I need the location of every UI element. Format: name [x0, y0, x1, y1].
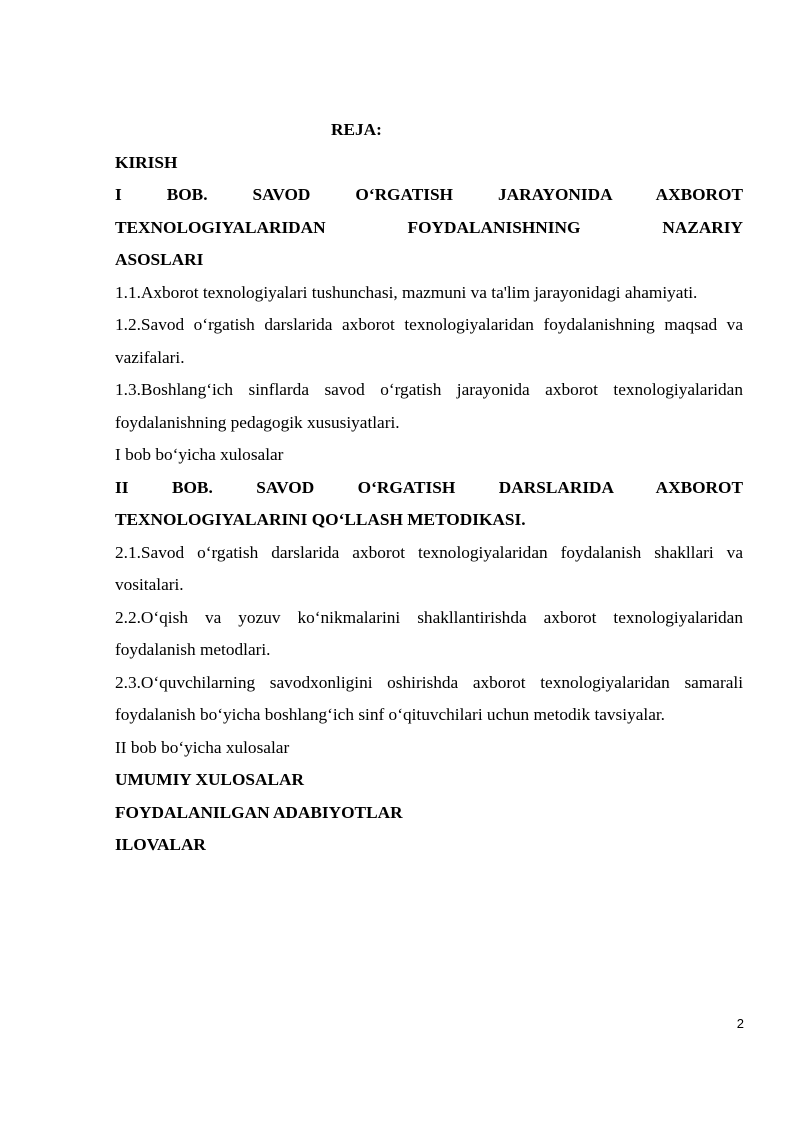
- chapter2-item-3: 2.3.O‘quvchilarning savodxonligini oshirishda axborot texnologiyalaridan samarali foydalanish bo‘yicha boshlang‘ich sinf o‘qituvchilari uchun metodik tavsiyalar.: [115, 672, 743, 724]
- chapter2-heading-line2: TEXNOLOGIYALARINI QO‘LLASH METODIKASI.: [115, 510, 526, 529]
- chapter2-item-2: 2.2.O‘qish va yozuv ko‘nikmalarini shakllantirishda axborot texnologiyalaridan foydalanish metodlari.: [115, 607, 743, 659]
- appendices-heading: ILOVALAR: [115, 835, 206, 854]
- page-number: 2: [736, 1016, 744, 1031]
- chapter2-heading-line1: II BOB. SAVOD O‘RGATISH DARSLARIDA AXBOROT: [115, 477, 743, 497]
- intro-heading: KIRISH: [115, 152, 178, 172]
- table-of-contents: [115, 114, 743, 862]
- chapter2-conclusion: II bob bo‘yicha xulosalar: [115, 737, 290, 757]
- chapter1-heading-line1: I BOB. SAVOD O‘RGATISH JARAYONIDA AXBOROT: [115, 185, 743, 204]
- chapter1-conclusion: I bob bo‘yicha xulosalar: [115, 445, 284, 464]
- chapter1-heading-line2: TEXNOLOGIYALARIDAN FOYDALANISHNING NAZARIY: [115, 217, 743, 237]
- chapter1-item-1: 1.1.Axborot texnologiyalari tushunchasi, mazmuni va ta'lim jarayonidagi ahamiyati.: [115, 282, 698, 302]
- page-title: REJA:: [331, 120, 382, 139]
- general-conclusions-heading: UMUMIY XULOSALAR: [115, 770, 304, 789]
- chapter1-heading-line3: ASOSLARI: [115, 250, 204, 269]
- chapter1-item-2: 1.2.Savod o‘rgatish darslarida axborot texnologiyalaridan foydalanishning maqsad va vazifalari.: [115, 315, 743, 367]
- chapter1-item-3: 1.3.Boshlang‘ich sinflarda savod o‘rgatish jarayonida axborot texnologiyalaridan foydalanishning pedagogik xususiyatlari.: [115, 380, 743, 432]
- chapter2-item-1: 2.1.Savod o‘rgatish darslarida axborot texnologiyalaridan foydalanish shakllari va vositalari.: [115, 542, 743, 594]
- references-heading: FOYDALANILGAN ADABIYOTLAR: [115, 802, 403, 822]
